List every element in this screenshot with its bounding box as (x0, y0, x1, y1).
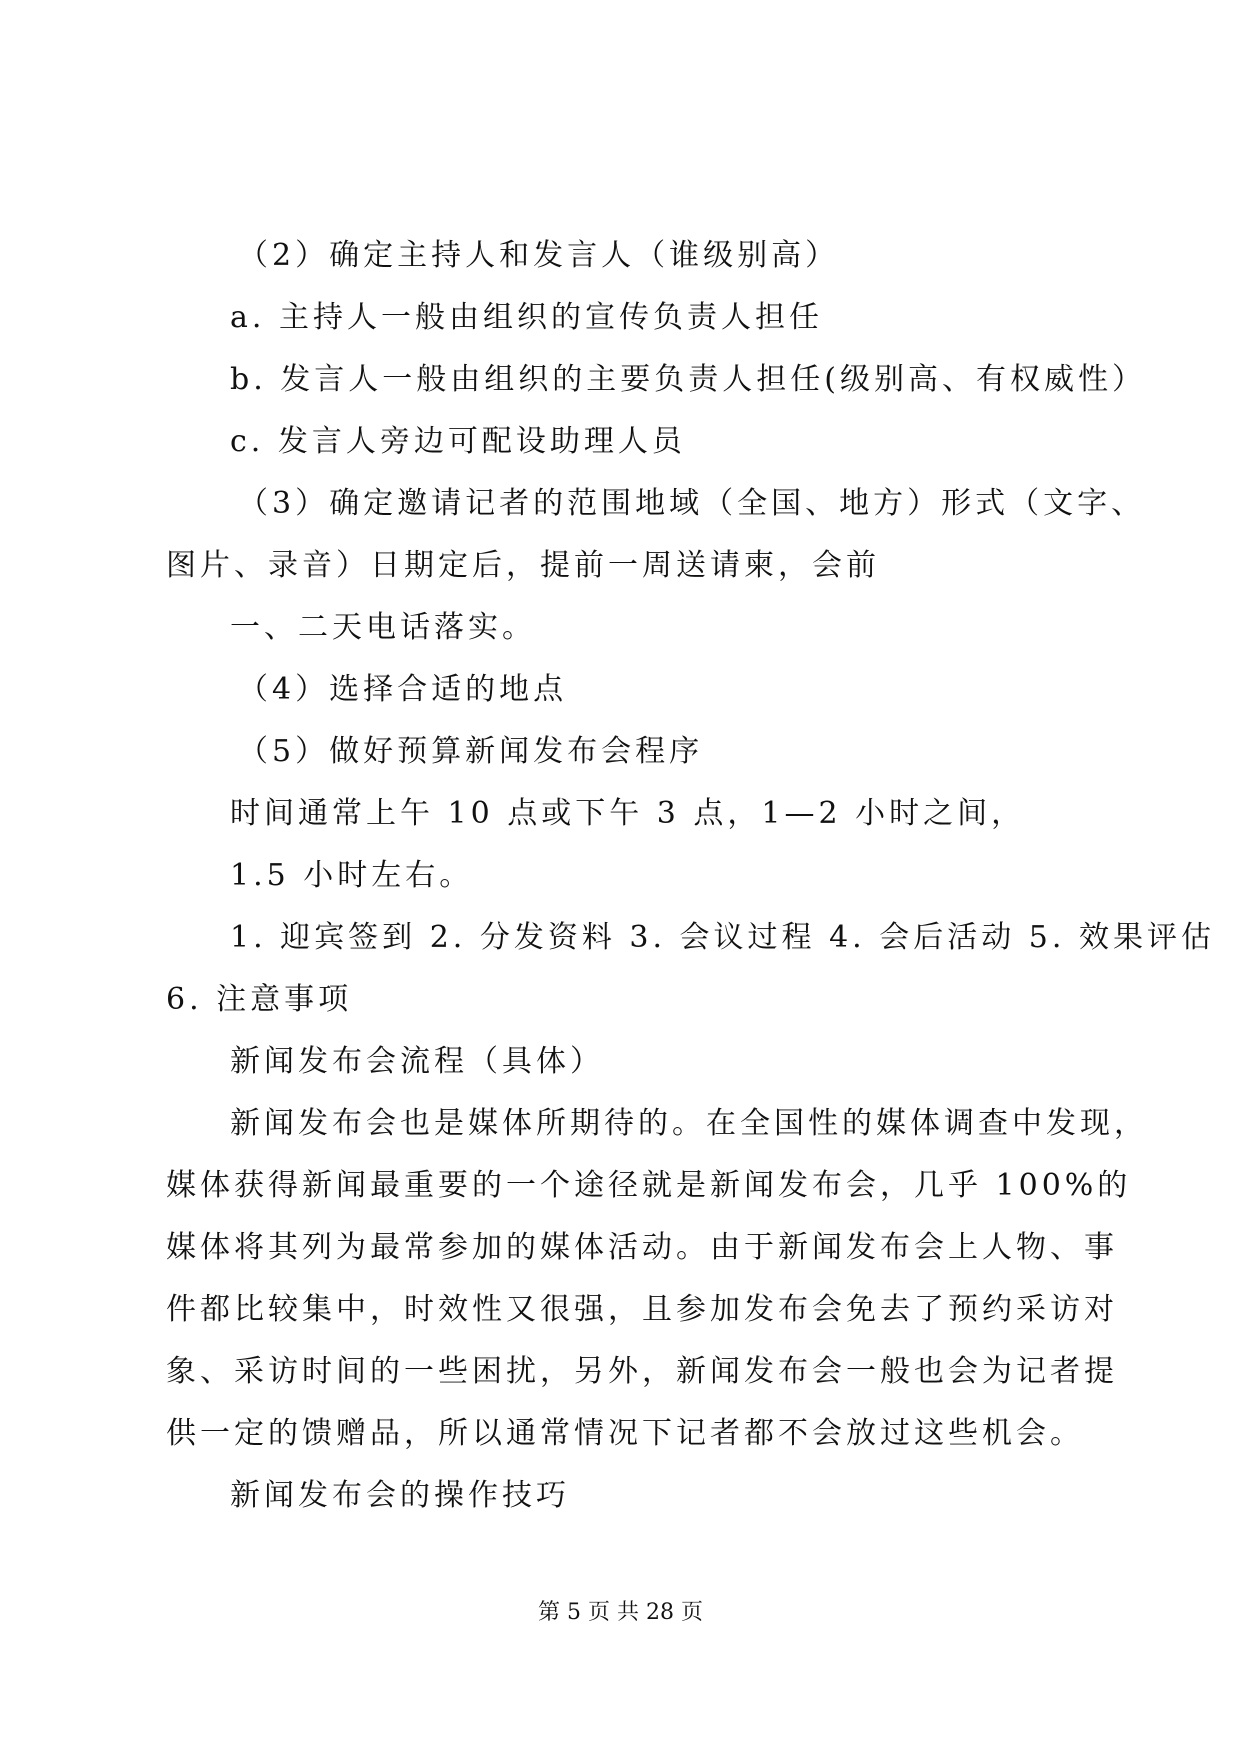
text-line: 新闻发布会也是媒体所期待的。在全国性的媒体调查中发现， (230, 1106, 1148, 1141)
page-number-footer: 第 5 页 共 28 页 (538, 1600, 703, 1625)
text-line: 件都比较集中，时效性又很强，且参加发布会免去了预约采访对 (166, 1292, 1118, 1327)
text-line: （5）做好预算新闻发布会程序 (238, 734, 704, 769)
text-line: b. 发言人一般由组织的主要负责人担任(级别高、有权威性） (230, 362, 1146, 397)
text-line: c. 发言人旁边可配设助理人员 (230, 424, 686, 459)
text-line: 时间通常上午 10 点或下午 3 点，1—2 小时之间， (230, 796, 1026, 831)
text-line: （2）确定主持人和发言人（谁级别高） (238, 238, 840, 273)
text-line: （3）确定邀请记者的范围地域（全国、地方）形式（文字、 (238, 486, 1146, 521)
section-heading: 新闻发布会的操作技巧 (230, 1478, 570, 1513)
text-line: 供一定的馈赠品，所以通常情况下记者都不会放过这些机会。 (166, 1416, 1084, 1451)
section-heading: 新闻发布会流程（具体） (230, 1044, 604, 1079)
text-line: 1. 迎宾签到 2. 分发资料 3. 会议过程 4. 会后活动 5. 效果评估 (230, 920, 1215, 955)
text-line: 6. 注意事项 (166, 982, 353, 1017)
text-line: 媒体获得新闻最重要的一个途径就是新闻发布会，几乎 100%的 (166, 1168, 1132, 1203)
text-line: 图片、录音）日期定后，提前一周送请柬，会前 (166, 548, 880, 583)
text-line: （4）选择合适的地点 (238, 672, 568, 707)
text-line: 象、采访时间的一些困扰，另外，新闻发布会一般也会为记者提 (166, 1354, 1118, 1389)
text-line: 1.5 小时左右。 (230, 858, 474, 893)
text-line: a. 主持人一般由组织的宣传负责人担任 (230, 300, 823, 335)
text-line: 媒体将其列为最常参加的媒体活动。由于新闻发布会上人物、事 (166, 1230, 1118, 1265)
text-line: 一、二天电话落实。 (230, 610, 536, 645)
